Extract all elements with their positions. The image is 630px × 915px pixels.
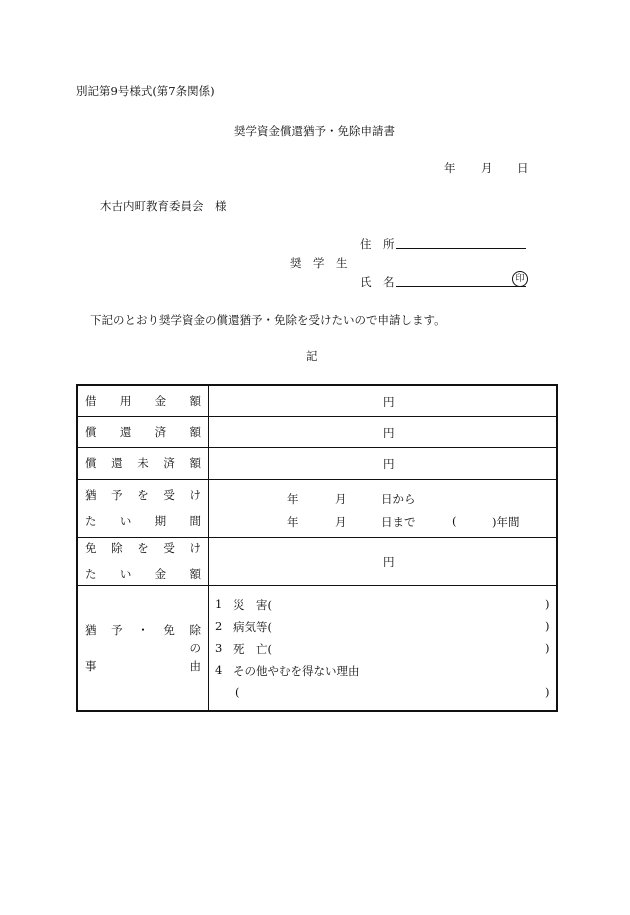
loan-amount-field[interactable] [209, 385, 558, 416]
date-day: 日 [517, 161, 529, 175]
reason-text: 死 亡( [233, 641, 272, 656]
table-row [77, 479, 557, 537]
years-paren-close: )年間 [492, 514, 520, 529]
address-label: 住 所 [360, 237, 395, 251]
table-row [77, 416, 557, 447]
exempt-amount-field[interactable] [209, 537, 558, 585]
reason-label: 猶 予 ・ 免 除 の 事 由 [77, 585, 209, 711]
repaid-field[interactable] [209, 416, 558, 447]
to-year: 年 [287, 514, 299, 529]
loan-amount-label: 借 用 金 額 [77, 385, 209, 416]
close-paren: ) [545, 640, 550, 655]
date-month: 月 [481, 161, 493, 175]
close-paren: ) [545, 684, 550, 699]
address-field[interactable] [396, 248, 526, 249]
name-label: 氏 名 [360, 275, 395, 289]
reason-text: その他やむを得ない理由 [233, 663, 360, 678]
repaid-label: 償 還 済 額 [77, 416, 209, 447]
period-field[interactable] [209, 479, 558, 537]
table-row [77, 447, 557, 479]
ki-heading: 記 [306, 349, 318, 363]
to-month: 月 [335, 514, 347, 529]
form-number: 別記第9号様式(第7条関係) [76, 84, 215, 98]
exempt-amount-label: 免 除 を 受 け た い 金 額 [77, 537, 209, 585]
from-year: 年 [287, 491, 299, 506]
period-label: 猶 予 を 受 け た い 期 間 [77, 479, 209, 537]
page-title: 奨学資金償還猶予・免除申請書 [234, 124, 395, 138]
reason-num: 3 [215, 640, 223, 655]
table-row [77, 537, 557, 585]
yen-unit: 円 [383, 425, 395, 440]
yen-unit: 円 [383, 456, 395, 471]
years-paren-open: ( [452, 513, 457, 528]
to-day: 日まで [381, 514, 416, 529]
unrepaid-label: 償 還 未 済 額 [77, 447, 209, 479]
other-paren-open: ( [235, 684, 240, 699]
yen-unit: 円 [383, 554, 395, 569]
name-field[interactable] [396, 286, 526, 287]
reason-text: 災 害( [233, 597, 272, 612]
seal-icon: 印 [512, 271, 528, 287]
unrepaid-field[interactable] [209, 447, 558, 479]
from-month: 月 [335, 491, 347, 506]
date-year: 年 [444, 161, 456, 175]
addressee: 木古内町教育委員会 様 [100, 199, 227, 213]
body-text: 下記のとおり奨学資金の償還猶予・免除を受けたいので申請します。 [90, 313, 446, 327]
table-row [77, 585, 557, 711]
reason-text: 病気等( [233, 619, 272, 634]
student-label: 奨 学 生 [290, 256, 348, 270]
table-row [77, 385, 557, 416]
application-table [76, 384, 558, 712]
from-day: 日から [381, 491, 416, 506]
reason-field[interactable] [209, 585, 558, 711]
close-paren: ) [545, 618, 550, 633]
close-paren: ) [545, 596, 550, 611]
reason-num: 1 [215, 596, 223, 611]
reason-num: 2 [215, 618, 223, 633]
reason-num: 4 [215, 662, 223, 677]
yen-unit: 円 [383, 395, 395, 409]
